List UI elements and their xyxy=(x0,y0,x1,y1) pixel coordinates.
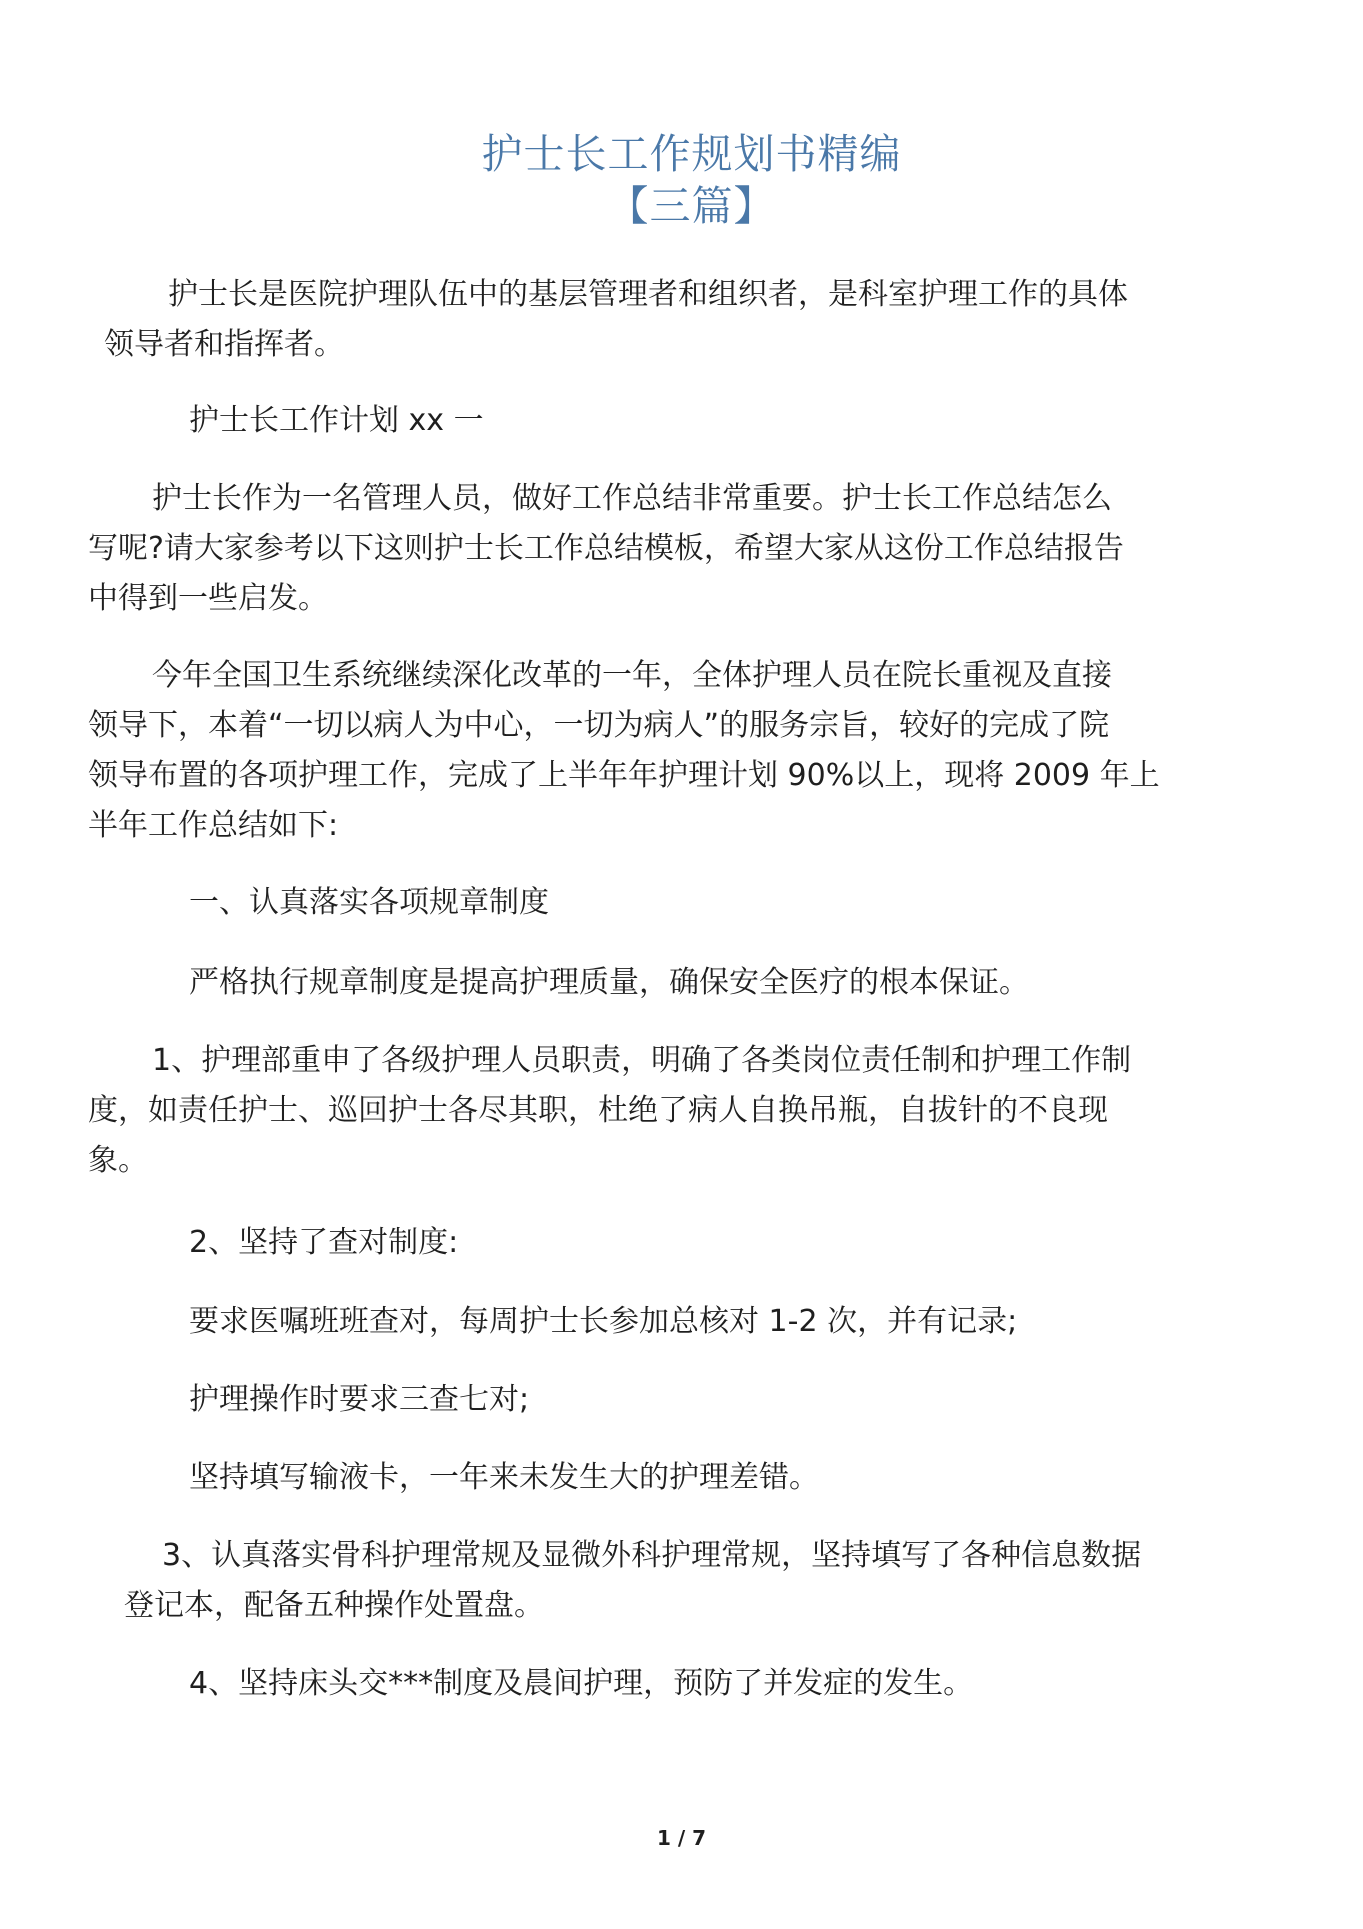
paragraph-item-3 xyxy=(124,1531,1141,1631)
document-title-line-1: 护士长工作规划书精编 xyxy=(481,130,902,178)
paragraph-summary-intro xyxy=(88,474,1124,624)
paragraph-line: 今年全国卫生系统继续深化改革的一年，全体护理人员在院长重视及直接 xyxy=(152,658,1112,693)
paragraph-line: 度，如责任护士、巡回护士各尽其职，杜绝了病人自换吊瓶，自拔针的不良现 xyxy=(88,1093,1108,1128)
page-number: 1 / 7 xyxy=(656,1826,707,1850)
paragraph-line: 护理操作时要求三查七对; xyxy=(189,1382,530,1417)
paragraph-item-4 xyxy=(189,1659,973,1709)
paragraph-line: 中得到一些启发。 xyxy=(88,581,328,616)
paragraph-line: 象。 xyxy=(88,1143,148,1178)
paragraph-line: 护士长工作计划 xx 一 xyxy=(189,403,484,438)
paragraph-item-2 xyxy=(189,1218,458,1268)
paragraph-rules-statement xyxy=(189,958,1029,1008)
paragraph-line: 坚持填写输液卡，一年来未发生大的护理差错。 xyxy=(189,1460,819,1495)
paragraph-item-2a xyxy=(189,1297,1017,1347)
paragraph-line: 一、认真落实各项规章制度 xyxy=(189,885,549,920)
paragraph-line: 登记本，配备五种操作处置盘。 xyxy=(124,1588,544,1623)
paragraph-line: 领导者和指挥者。 xyxy=(104,327,344,362)
paragraph-item-2c xyxy=(189,1453,819,1503)
paragraph-line: 要求医嘱班班查对，每周护士长参加总核对 1-2 次，并有记录; xyxy=(189,1304,1018,1339)
paragraph-line: 严格执行规章制度是提高护理质量，确保安全医疗的根本保证。 xyxy=(189,965,1029,1000)
paragraph-year-review xyxy=(88,651,1160,851)
document-title-line-2: 【三篇】 xyxy=(607,182,776,230)
paragraph-line: 写呢?请大家参考以下这则护士长工作总结模板，希望大家从这份工作总结报告 xyxy=(88,531,1124,566)
paragraph-line: 2、坚持了查对制度: xyxy=(189,1225,459,1260)
paragraph-line: 3、认真落实骨科护理常规及显微外科护理常规，坚持填写了各种信息数据 xyxy=(162,1538,1142,1573)
paragraph-heading-plan xyxy=(189,396,484,446)
section-heading-rules xyxy=(189,878,549,928)
paragraph-line: 半年工作总结如下: xyxy=(88,808,339,843)
paragraph-line: 领导布置的各项护理工作，完成了上半年年护理计划 90%以上，现将 2009 年上 xyxy=(88,758,1160,793)
paragraph-line: 护士长作为一名管理人员，做好工作总结非常重要。护士长工作总结怎么 xyxy=(152,481,1112,516)
paragraph-item-1 xyxy=(88,1036,1131,1186)
paragraph-line: 4、坚持床头交***制度及晨间护理，预防了并发症的发生。 xyxy=(189,1666,974,1701)
paragraph-line: 1、护理部重申了各级护理人员职责，明确了各类岗位责任制和护理工作制 xyxy=(152,1043,1132,1078)
paragraph-item-2b xyxy=(189,1375,529,1425)
paragraph-line: 领导下，本着“一切以病人为中心，一切为病人”的服务宗旨，较好的完成了院 xyxy=(88,708,1110,743)
paragraph-intro xyxy=(104,270,1128,370)
paragraph-line: 护士长是医院护理队伍中的基层管理者和组织者，是科室护理工作的具体 xyxy=(168,277,1128,312)
